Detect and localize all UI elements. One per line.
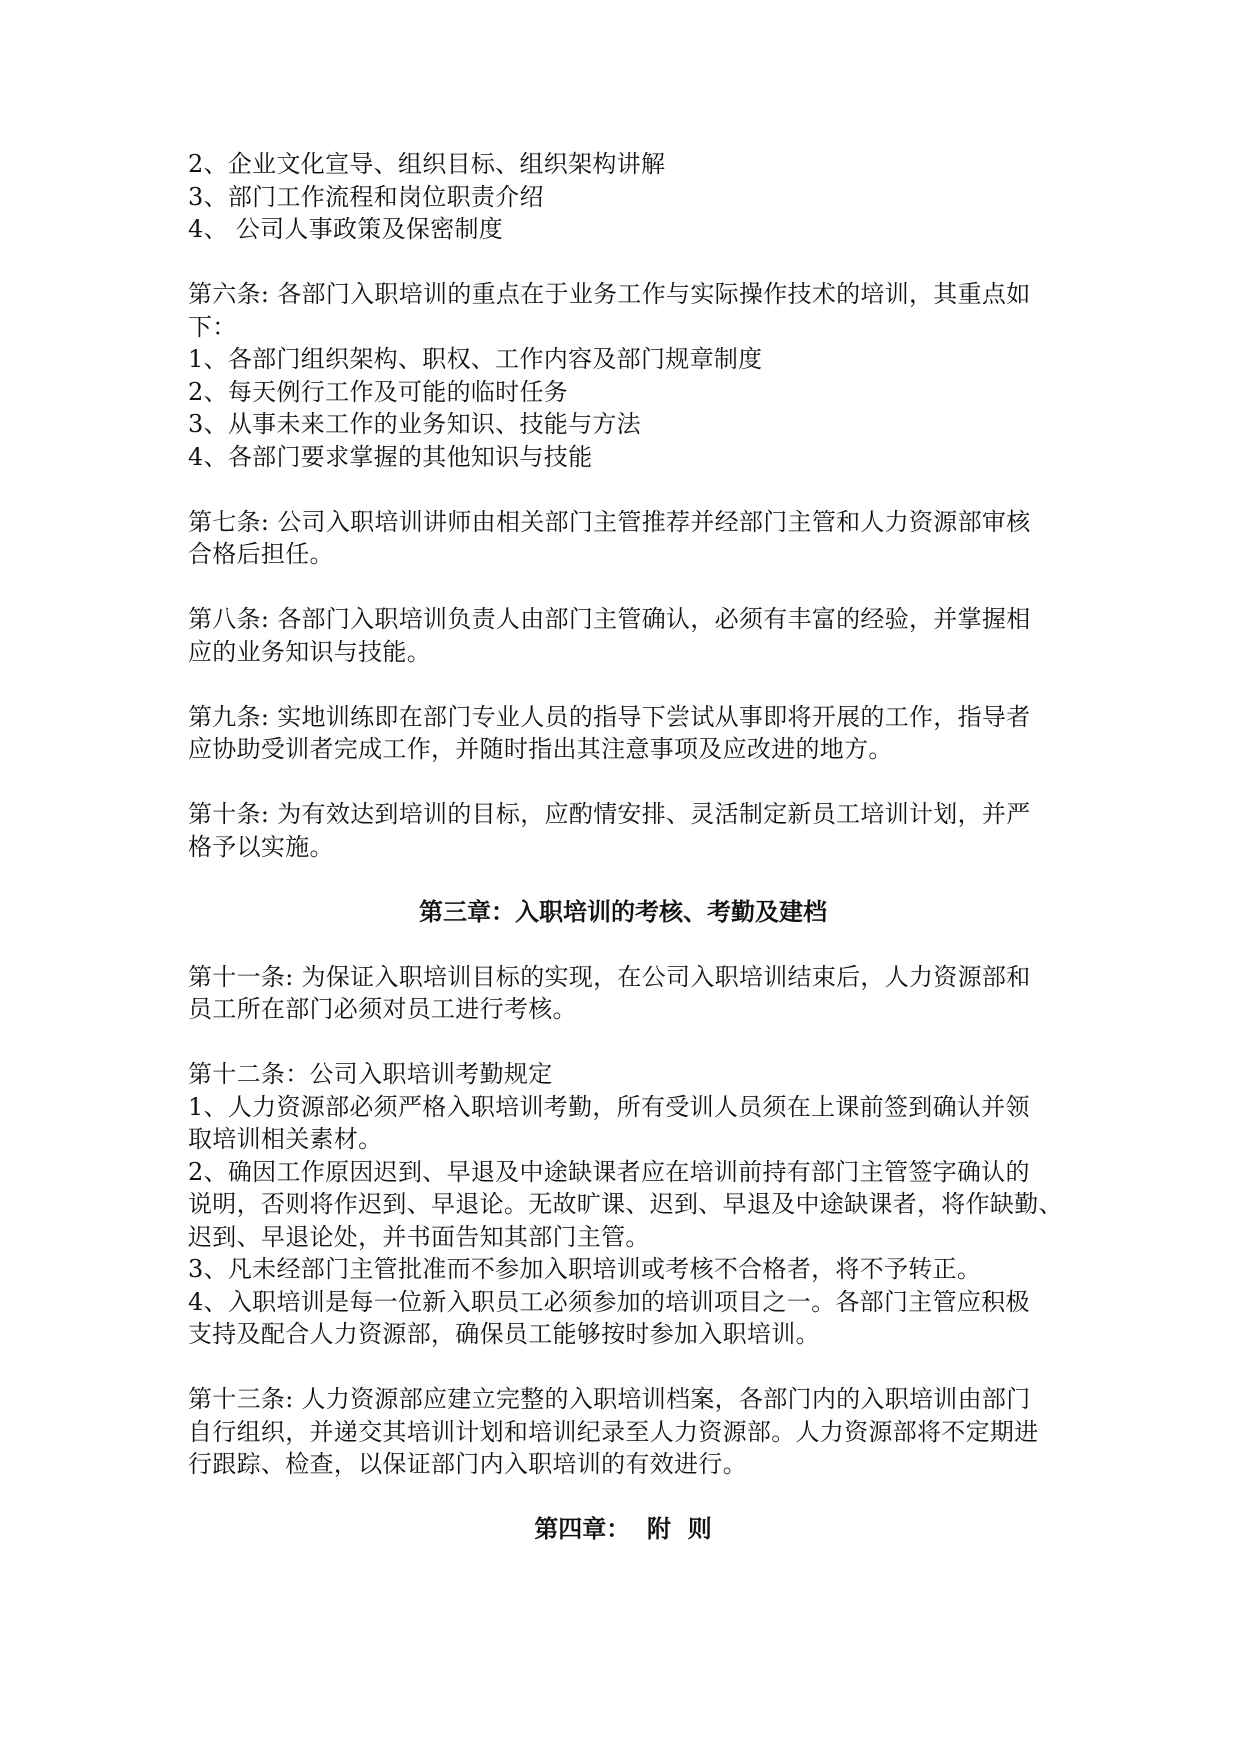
article-11 [188,961,1058,1026]
article-12-line: 4、入职培训是每一位新入职员工必须参加的培训项目之一。各部门主管应积极 [188,1287,1030,1316]
chapter-3-heading: 第三章：入职培训的考核、考勤及建档 [419,896,827,926]
article-9-line: 应协助受训者完成工作，并随时指出其注意事项及应改进的地方。 [188,735,893,763]
paragraph-gap [188,473,1058,506]
article-12-line: 支持及配合人力资源部，确保员工能够按时参加入职培训。 [188,1320,820,1348]
article-6-line: 下： [188,312,237,341]
article-12-line: 说明，否则将作迟到、早退论。无故旷课、迟到、早退及中途缺课者，将作缺勤、 [188,1190,1063,1218]
article-9 [188,701,1058,766]
article-11-line: 第十一条: 为保证入职培训目标的实现，在公司入职培训结束后，人力资源部和 [188,962,1031,991]
article-7-line: 合格后担任。 [188,540,334,568]
paragraph-gap [188,571,1058,604]
article-8-line: 应的业务知识与技能。 [188,637,431,666]
paragraph-gap [188,246,1058,279]
list-item: 2、每天例行工作及可能的临时任务 [188,377,569,406]
article-9-line: 第九条: 实地训练即在部门专业人员的指导下尝试从事即将开展的工作，指导者 [188,702,1031,731]
section-five-list [188,148,1058,246]
document-body [188,148,1063,1546]
list-item: 1、各部门组织架构、职权、工作内容及部门规章制度 [188,345,763,373]
article-8-line: 第八条: 各部门入职培训负责人由部门主管确认，必须有丰富的经验，并掌握相 [188,605,1031,633]
list-item: 3、部门工作流程和岗位职责介绍 [188,182,544,211]
paragraph-gap [188,668,1058,701]
paragraph-gap [188,766,1058,799]
article-10-line: 格予以实施。 [188,832,334,861]
article-6-line: 第六条: 各部门入职培训的重点在于业务工作与实际操作技术的培训，其重点如 [188,280,1031,308]
paragraph-gap [188,1026,1058,1059]
article-10 [188,798,1058,863]
article-12-line: 3、凡未经部门主管批准而不参加入职培训或考核不合格者，将不予转正。 [188,1255,982,1283]
article-7 [188,506,1058,571]
article-12 [188,1058,1063,1351]
article-10-line: 第十条: 为有效达到培训的目标，应酌情安排、灵活制定新员工培训计划，并严 [188,800,1031,828]
list-item: 3、从事未来工作的业务知识、技能与方法 [188,410,641,438]
article-12-line: 2、确因工作原因迟到、早退及中途缺课者应在培训前持有部门主管签字确认的 [188,1157,1030,1186]
article-8 [188,603,1058,668]
article-13-line: 行跟踪、检查，以保证部门内入职培训的有效进行。 [188,1450,747,1478]
paragraph-gap [188,1481,1058,1514]
article-13-line: 自行组织，并递交其培训计划和培训纪录至人力资源部。人力资源部将不定期进 [188,1417,1039,1446]
article-6 [188,278,1058,473]
paragraph-gap [188,928,1058,961]
list-item: 4、各部门要求掌握的其他知识与技能 [188,442,593,471]
article-12-line: 取培训相关素材。 [188,1125,383,1153]
paragraph-gap [188,1351,1058,1384]
list-item: 2、企业文化宣导、组织目标、组织架构讲解 [188,150,666,178]
article-11-line: 员工所在部门必须对员工进行考核。 [188,995,577,1023]
article-13 [188,1383,1058,1481]
article-12-line: 1、人力资源部必须严格入职培训考勤，所有受训人员须在上课前签到确认并领 [188,1092,1030,1121]
chapter-4-heading: 第四章： 附 则 [534,1514,712,1543]
article-12-line: 迟到、早退论处，并书面告知其部门主管。 [188,1222,650,1251]
article-12-line: 第十二条：公司入职培训考勤规定 [188,1060,553,1088]
paragraph-gap [188,863,1058,896]
article-13-line: 第十三条: 人力资源部应建立完整的入职培训档案，各部门内的入职培训由部门 [188,1385,1031,1413]
article-7-line: 第七条: 公司入职培训讲师由相关部门主管推荐并经部门主管和人力资源部审核 [188,507,1031,536]
list-item: 4、 公司人事政策及保密制度 [188,215,504,243]
